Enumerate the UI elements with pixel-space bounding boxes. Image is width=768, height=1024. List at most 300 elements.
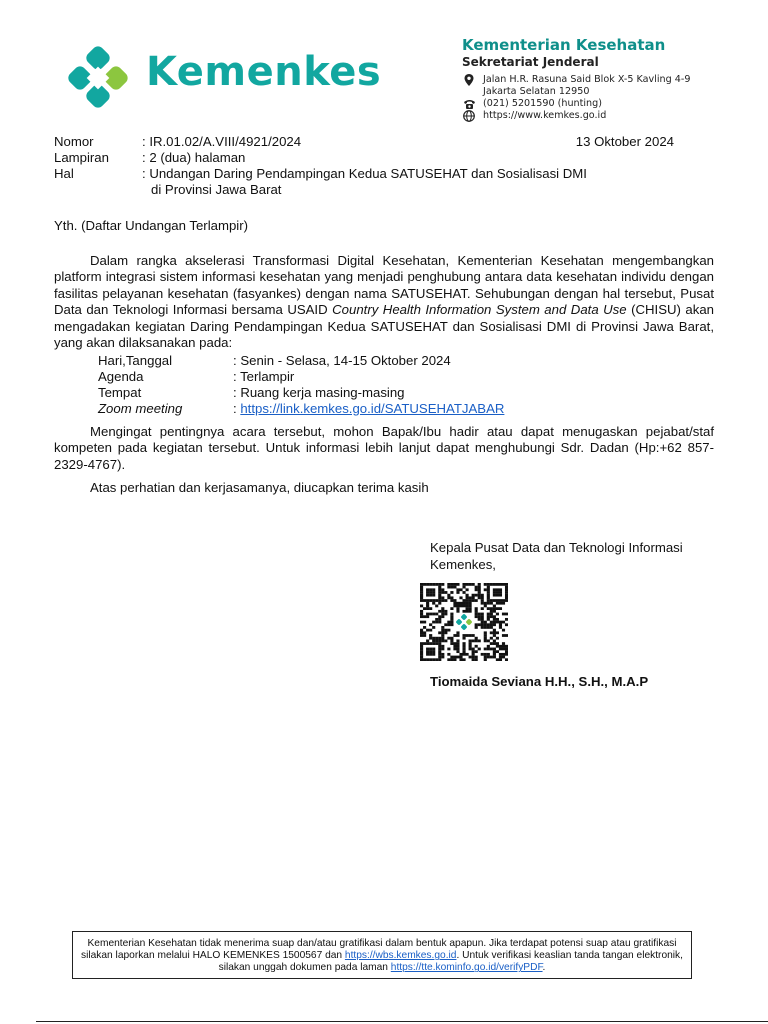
qr-module: [466, 594, 469, 597]
qr-module: [435, 621, 438, 624]
qr-module: [481, 626, 484, 629]
qr-module: [505, 599, 508, 602]
qr-module: [423, 626, 426, 629]
qr-module: [450, 596, 453, 599]
qr-module: [432, 650, 435, 653]
qr-module: [429, 637, 432, 640]
qr-module: [481, 618, 484, 621]
qr-module: [456, 650, 459, 653]
qr-module: [459, 656, 462, 659]
qr-module: [453, 648, 456, 651]
qr-module: [456, 642, 459, 645]
qr-module: [459, 653, 462, 656]
qr-module: [493, 591, 496, 594]
qr-module: [499, 583, 502, 586]
qr-module: [484, 634, 487, 637]
qr-module: [466, 610, 469, 613]
qr-module: [505, 583, 508, 586]
detail-value: : Terlampir: [233, 369, 295, 384]
hal-label: Hal: [54, 166, 74, 181]
qr-module: [438, 602, 441, 605]
kemenkes-logo-icon: [66, 46, 138, 108]
zoom-label: Zoom meeting: [98, 401, 183, 416]
qr-module: [469, 607, 472, 610]
qr-module: [472, 599, 475, 602]
qr-module: [472, 650, 475, 653]
qr-module: [490, 648, 493, 651]
verify-pdf-link[interactable]: https://tte.kominfo.go.id/verifyPDF: [390, 962, 543, 974]
qr-module: [444, 631, 447, 634]
qr-module: [493, 615, 496, 618]
qr-module: [493, 621, 496, 624]
qr-logo-piece: [460, 623, 467, 630]
qr-module: [441, 648, 444, 651]
qr-module: [481, 623, 484, 626]
qr-module: [484, 602, 487, 605]
qr-module: [475, 613, 478, 616]
qr-module: [496, 591, 499, 594]
qr-module: [432, 613, 435, 616]
qr-module: [490, 621, 493, 624]
qr-module: [447, 586, 450, 589]
qr-module: [447, 594, 450, 597]
qr-module: [435, 637, 438, 640]
qr-logo-piece: [465, 618, 472, 625]
qr-module: [475, 626, 478, 629]
qr-module: [438, 637, 441, 640]
qr-module: [478, 623, 481, 626]
qr-module: [484, 631, 487, 634]
qr-module: [447, 583, 450, 586]
qr-module: [490, 602, 493, 605]
qr-module: [484, 653, 487, 656]
letterhead: [462, 36, 762, 122]
qr-module: [435, 642, 438, 645]
qr-module: [493, 648, 496, 651]
qr-module: [423, 658, 426, 661]
location-pin-icon: [462, 74, 476, 86]
qr-module: [502, 653, 505, 656]
qr-module: [487, 596, 490, 599]
qr-module: [499, 621, 502, 624]
qr-module: [447, 621, 450, 624]
qr-module: [490, 642, 493, 645]
qr-module: [456, 591, 459, 594]
qr-module: [420, 615, 423, 618]
letter-date: 13 Oktober 2024: [575, 134, 674, 149]
qr-module: [423, 631, 426, 634]
qr-module: [472, 634, 475, 637]
hal-value-line-2: di Provinsi Jawa Barat: [151, 182, 282, 197]
qr-module: [462, 583, 465, 586]
qr-module: [426, 583, 429, 586]
qr-module: [496, 602, 499, 605]
qr-module: [472, 594, 475, 597]
website-link[interactable]: https://www.kemkes.go.id: [483, 110, 607, 121]
qr-module: [423, 642, 426, 645]
qr-module: [493, 639, 496, 642]
qr-module: [493, 642, 496, 645]
signature-title-line-2: Kemenkes,: [430, 557, 496, 572]
qr-module: [493, 607, 496, 610]
qr-module: [505, 648, 508, 651]
qr-module: [420, 588, 423, 591]
qr-module: [444, 629, 447, 632]
qr-module: [450, 642, 453, 645]
qr-module: [490, 623, 493, 626]
qr-module: [441, 639, 444, 642]
qr-module: [423, 634, 426, 637]
body-paragraph-1: [54, 253, 714, 351]
qr-module: [426, 658, 429, 661]
qr-module: [493, 656, 496, 659]
qr-module: [505, 645, 508, 648]
qr-module: [484, 623, 487, 626]
qr-module: [493, 583, 496, 586]
phone-row: [462, 98, 762, 110]
qr-module: [459, 596, 462, 599]
qr-module: [444, 623, 447, 626]
qr-module: [450, 591, 453, 594]
qr-module: [484, 621, 487, 624]
qr-module: [429, 591, 432, 594]
qr-module: [447, 637, 450, 640]
qr-module: [505, 618, 508, 621]
qr-module: [438, 650, 441, 653]
qr-module: [420, 645, 423, 648]
qr-module: [453, 634, 456, 637]
qr-module: [493, 618, 496, 621]
qr-module: [469, 610, 472, 613]
website-row: [462, 110, 762, 122]
qr-module: [490, 599, 493, 602]
qr-module: [441, 610, 444, 613]
lampiran-label: Lampiran: [54, 150, 109, 165]
qr-module: [432, 588, 435, 591]
qr-module: [475, 615, 478, 618]
qr-module: [432, 648, 435, 651]
qr-module: [420, 621, 423, 624]
qr-module: [420, 631, 423, 634]
qr-module: [420, 583, 423, 586]
qr-module: [420, 629, 423, 632]
qr-module: [469, 605, 472, 608]
hal-value: [142, 166, 587, 198]
qr-module: [499, 588, 502, 591]
qr-module: [462, 645, 465, 648]
qr-module: [469, 634, 472, 637]
qr-module: [429, 607, 432, 610]
qr-module: [420, 586, 423, 589]
qr-module: [490, 583, 493, 586]
qr-module: [456, 588, 459, 591]
qr-module: [493, 623, 496, 626]
address-line-1: Jalan H.R. Rasuna Said Blok X-5 Kavling 4-9: [483, 74, 691, 85]
qr-module: [450, 621, 453, 624]
qr-module: [441, 645, 444, 648]
qr-module: [441, 591, 444, 594]
qr-module: [505, 588, 508, 591]
qr-module: [487, 623, 490, 626]
footer-text-3: .: [542, 962, 546, 974]
qr-module: [438, 631, 441, 634]
qr-module: [456, 648, 459, 651]
qr-module: [444, 599, 447, 602]
qr-module: [493, 594, 496, 597]
para1-italic: Country Health Information System and Data Use: [332, 302, 627, 318]
qr-module: [426, 605, 429, 608]
qr-module: [441, 596, 444, 599]
qr-module: [487, 615, 490, 618]
signature-qr-code: [420, 583, 508, 661]
qr-module: [505, 650, 508, 653]
qr-module: [453, 642, 456, 645]
qr-module: [438, 642, 441, 645]
qr-module: [429, 634, 432, 637]
qr-module: [487, 626, 490, 629]
qr-module: [505, 653, 508, 656]
qr-module: [472, 596, 475, 599]
phone-number: (021) 5201590 (hunting): [483, 98, 602, 109]
qr-module: [484, 583, 487, 586]
qr-module: [502, 599, 505, 602]
detail-value: : Ruang kerja masing-masing: [233, 385, 405, 400]
meta-hal: [54, 166, 674, 198]
qr-module: [475, 656, 478, 659]
event-details: [98, 353, 658, 417]
qr-module: [478, 618, 481, 621]
qr-module: [469, 599, 472, 602]
qr-module: [453, 583, 456, 586]
qr-module: [438, 583, 441, 586]
qr-module: [453, 586, 456, 589]
qr-module: [496, 599, 499, 602]
qr-module: [423, 615, 426, 618]
qr-module: [447, 658, 450, 661]
qr-module: [478, 583, 481, 586]
qr-module: [469, 583, 472, 586]
qr-module: [429, 629, 432, 632]
qr-module: [469, 642, 472, 645]
address-line-2: Jakarta Selatan 12950: [483, 86, 590, 97]
qr-module: [447, 653, 450, 656]
qr-module: [487, 618, 490, 621]
qr-module: [462, 634, 465, 637]
qr-module: [438, 658, 441, 661]
qr-module: [466, 602, 469, 605]
qr-module: [466, 588, 469, 591]
detail-label: Agenda: [98, 369, 144, 384]
qr-module: [438, 639, 441, 642]
qr-module: [462, 642, 465, 645]
qr-module: [438, 618, 441, 621]
qr-module: [450, 615, 453, 618]
qr-module: [426, 639, 429, 642]
qr-module: [490, 656, 493, 659]
qr-module: [487, 594, 490, 597]
qr-module: [429, 642, 432, 645]
footer-disclaimer: [72, 931, 692, 979]
qr-module: [487, 591, 490, 594]
qr-module: [456, 656, 459, 659]
qr-module: [450, 607, 453, 610]
qr-module: [496, 607, 499, 610]
qr-module: [429, 588, 432, 591]
qr-module: [423, 621, 426, 624]
qr-module: [432, 599, 435, 602]
qr-module: [496, 658, 499, 661]
qr-module: [462, 591, 465, 594]
qr-module: [420, 610, 423, 613]
qr-module: [505, 596, 508, 599]
qr-module: [490, 615, 493, 618]
qr-module: [441, 607, 444, 610]
qr-module: [444, 591, 447, 594]
qr-module: [499, 607, 502, 610]
qr-module: [450, 583, 453, 586]
qr-module: [429, 583, 432, 586]
qr-module: [493, 634, 496, 637]
qr-module: [456, 605, 459, 608]
qr-module: [505, 594, 508, 597]
lampiran-value: : 2 (dua) halaman: [142, 150, 246, 165]
qr-module: [456, 607, 459, 610]
qr-module: [502, 602, 505, 605]
qr-module: [462, 650, 465, 653]
qr-module: [496, 650, 499, 653]
qr-module: [432, 626, 435, 629]
qr-module: [426, 591, 429, 594]
qr-module: [426, 653, 429, 656]
qr-module: [426, 602, 429, 605]
qr-module: [481, 594, 484, 597]
qr-module: [426, 642, 429, 645]
qr-module: [484, 588, 487, 591]
qr-module: [450, 599, 453, 602]
qr-module: [426, 629, 429, 632]
qr-module: [429, 658, 432, 661]
qr-module: [499, 602, 502, 605]
salutation: Yth. (Daftar Undangan Terlampir): [54, 218, 248, 233]
qr-module: [481, 615, 484, 618]
qr-module: [432, 583, 435, 586]
qr-module: [420, 653, 423, 656]
detail-row-zoom: [98, 401, 658, 417]
footer-text-1: Kementerian Kesehatan tidak menerima suap dan/atau gratifikasi dalam bentuk apapun. Jika terdapat potensi suap atau gratifikasi silakan laporkan melalui HALO KEMENKES 1500567 dan: [81, 938, 677, 962]
qr-module: [505, 613, 508, 616]
qr-module: [456, 602, 459, 605]
qr-module: [496, 642, 499, 645]
qr-module: [490, 637, 493, 640]
qr-module: [441, 626, 444, 629]
qr-module: [420, 656, 423, 659]
detail-row: [98, 353, 658, 369]
qr-module: [490, 607, 493, 610]
qr-module: [496, 637, 499, 640]
signatory-name: Tiomaida Seviana H.H., S.H., M.A.P: [430, 674, 649, 689]
qr-module: [426, 588, 429, 591]
qr-module: [487, 588, 490, 591]
nomor-label: Nomor: [54, 134, 94, 149]
qr-module: [466, 605, 469, 608]
qr-module: [435, 658, 438, 661]
qr-module: [481, 599, 484, 602]
qr-module: [456, 639, 459, 642]
qr-logo-piece: [455, 618, 462, 625]
qr-module: [426, 607, 429, 610]
qr-module: [472, 639, 475, 642]
qr-module: [493, 588, 496, 591]
qr-module: [450, 656, 453, 659]
qr-module: [466, 599, 469, 602]
zoom-meeting-link[interactable]: https://link.kemkes.go.id/SATUSEHATJABAR: [240, 401, 505, 416]
qr-module: [493, 631, 496, 634]
qr-module: [493, 599, 496, 602]
qr-module: [481, 653, 484, 656]
qr-module: [423, 607, 426, 610]
qr-module: [472, 653, 475, 656]
detail-row: [98, 385, 658, 401]
qr-module: [466, 634, 469, 637]
qr-module: [502, 645, 505, 648]
hal-value-line-1: : Undangan Daring Pendampingan Kedua SATUSEHAT dan Sosialisasi DMI: [142, 166, 587, 181]
qr-module: [484, 656, 487, 659]
qr-module: [499, 658, 502, 661]
qr-module: [429, 623, 432, 626]
qr-module: [475, 650, 478, 653]
qr-module: [432, 653, 435, 656]
qr-module: [429, 613, 432, 616]
qr-module: [441, 653, 444, 656]
qr-module: [462, 637, 465, 640]
qr-module: [438, 621, 441, 624]
qr-module: [475, 658, 478, 661]
qr-module: [423, 583, 426, 586]
wbs-link[interactable]: https://wbs.kemkes.go.id: [344, 950, 457, 962]
qr-module: [429, 599, 432, 602]
qr-module: [438, 648, 441, 651]
qr-module: [499, 656, 502, 659]
qr-module: [475, 623, 478, 626]
qr-module: [475, 607, 478, 610]
qr-module: [475, 645, 478, 648]
qr-module: [441, 615, 444, 618]
qr-module: [456, 610, 459, 613]
qr-module: [502, 642, 505, 645]
qr-module: [450, 618, 453, 621]
qr-module: [496, 583, 499, 586]
qr-module: [472, 658, 475, 661]
address-row: [462, 74, 762, 98]
qr-module: [420, 591, 423, 594]
qr-module: [505, 586, 508, 589]
qr-module: [441, 634, 444, 637]
qr-logo-piece: [460, 613, 467, 620]
qr-module: [481, 613, 484, 616]
signature-title-line-1: Kepala Pusat Data dan Teknologi Informasi: [430, 540, 683, 555]
qr-module: [481, 596, 484, 599]
qr-module: [462, 605, 465, 608]
qr-module: [462, 599, 465, 602]
qr-module: [426, 599, 429, 602]
qr-module: [484, 605, 487, 608]
qr-module: [487, 648, 490, 651]
qr-module: [459, 605, 462, 608]
qr-module: [496, 613, 499, 616]
qr-module: [478, 586, 481, 589]
qr-module: [435, 583, 438, 586]
qr-module: [475, 610, 478, 613]
